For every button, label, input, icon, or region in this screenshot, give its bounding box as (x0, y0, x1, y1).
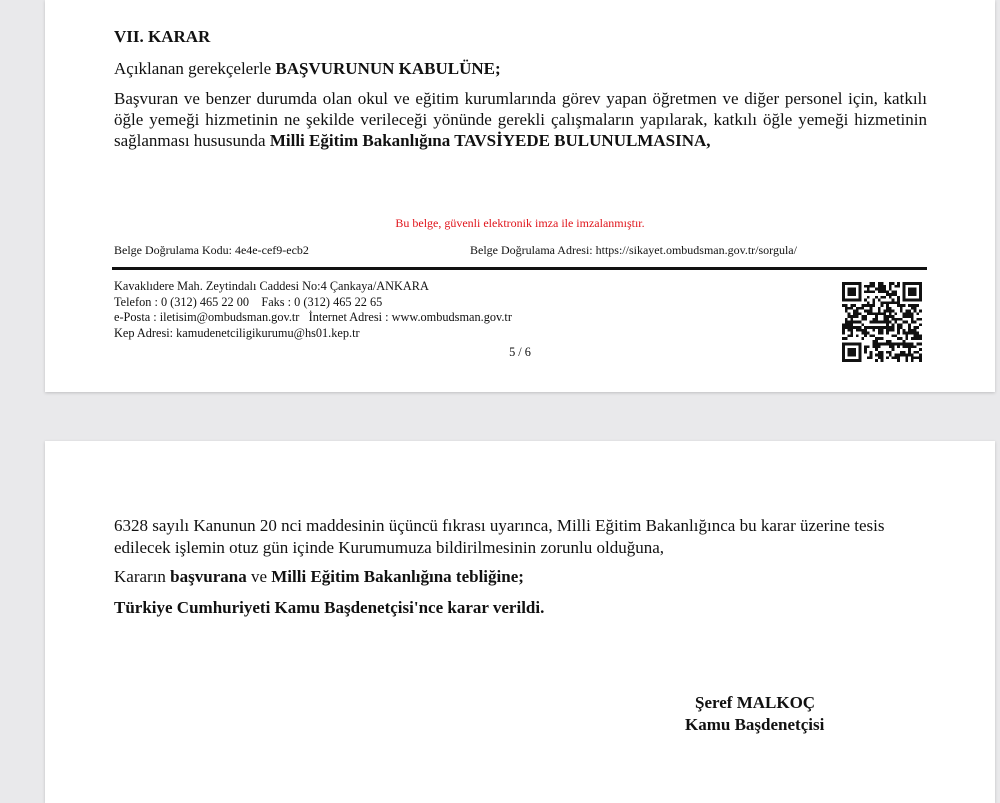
esignature-notice: Bu belge, güvenli elektronik imza ile imzalanmıştır. (395, 216, 645, 230)
recommendation-text: Başvuran ve benzer durumda olan okul ve eğitim kurumlarında görev yapan öğretmen ve diğer personel için, katkılı öğle yemeği hizmetinin ne şekilde verileceği yönünde gerekli çalışmaların yapılarak, katkılı öğle yemeği hizmetinin sağlanması hususunda (114, 89, 927, 150)
footer-contact (114, 279, 512, 341)
decision-bold: BAŞVURUNUN KABULÜNE; (275, 59, 501, 78)
section-title: VII. KARAR (114, 27, 211, 46)
signatory-title: Kamu Başdenetçisi (685, 715, 825, 734)
footer-divider (112, 267, 927, 270)
document-page-6 (45, 441, 995, 803)
decision-statement: Türkiye Cumhuriyeti Kamu Başdenetçisi'nce karar verildi. (114, 598, 545, 617)
notify-a: Kararın (114, 567, 171, 586)
decision-prefix: Açıklanan gerekçelerle (114, 59, 276, 78)
signatory-name: Şeref MALKOÇ (695, 693, 816, 712)
verification-address: Belge Doğrulama Adresi: https://sikayet.ombudsman.gov.tr/sorgula/ (470, 243, 797, 257)
document-page-5 (45, 0, 995, 392)
footer-kep: Kep Adresi: kamudenetciligikurumu@hs01.kep.tr (114, 325, 360, 340)
notify-c: ve (246, 567, 272, 586)
notification-line (114, 567, 524, 587)
page-number-text: 5 / 6 (509, 345, 531, 359)
footer-address: Kavaklıdere Mah. Zeytindalı Caddesi No:4 Çankaya/ANKARA (114, 279, 429, 293)
recommendation-paragraph (114, 88, 927, 151)
footer-phone: Telefon : 0 (312) 465 22 00 Faks : 0 (312) 465 22 65 (114, 294, 383, 309)
recommendation-bold: Milli Eğitim Bakanlığına TAVSİYEDE BULUNULMASINA, (269, 131, 711, 150)
verification-code: Belge Doğrulama Kodu: 4e4e-cef9-ecb2 (114, 243, 309, 257)
qr-code-icon (842, 282, 922, 362)
notify-d: Milli Eğitim Bakanlığına tebliğine; (271, 567, 524, 586)
notify-b: başvurana (170, 567, 247, 586)
footer-email: e-Posta : iletisim@ombudsman.gov.tr İnternet Adresi : www.ombudsman.gov.tr (114, 310, 512, 324)
decision-line (114, 59, 501, 79)
law-paragraph: 6328 sayılı Kanunun 20 nci maddesinin üçüncü fıkrası uyarınca, Milli Eğitim Bakanlığınca bu karar üzerine tesis edilecek işlemin otuz gün içinde Kurumumuza bildirilmesinin zorunlu olduğuna, (114, 516, 885, 557)
